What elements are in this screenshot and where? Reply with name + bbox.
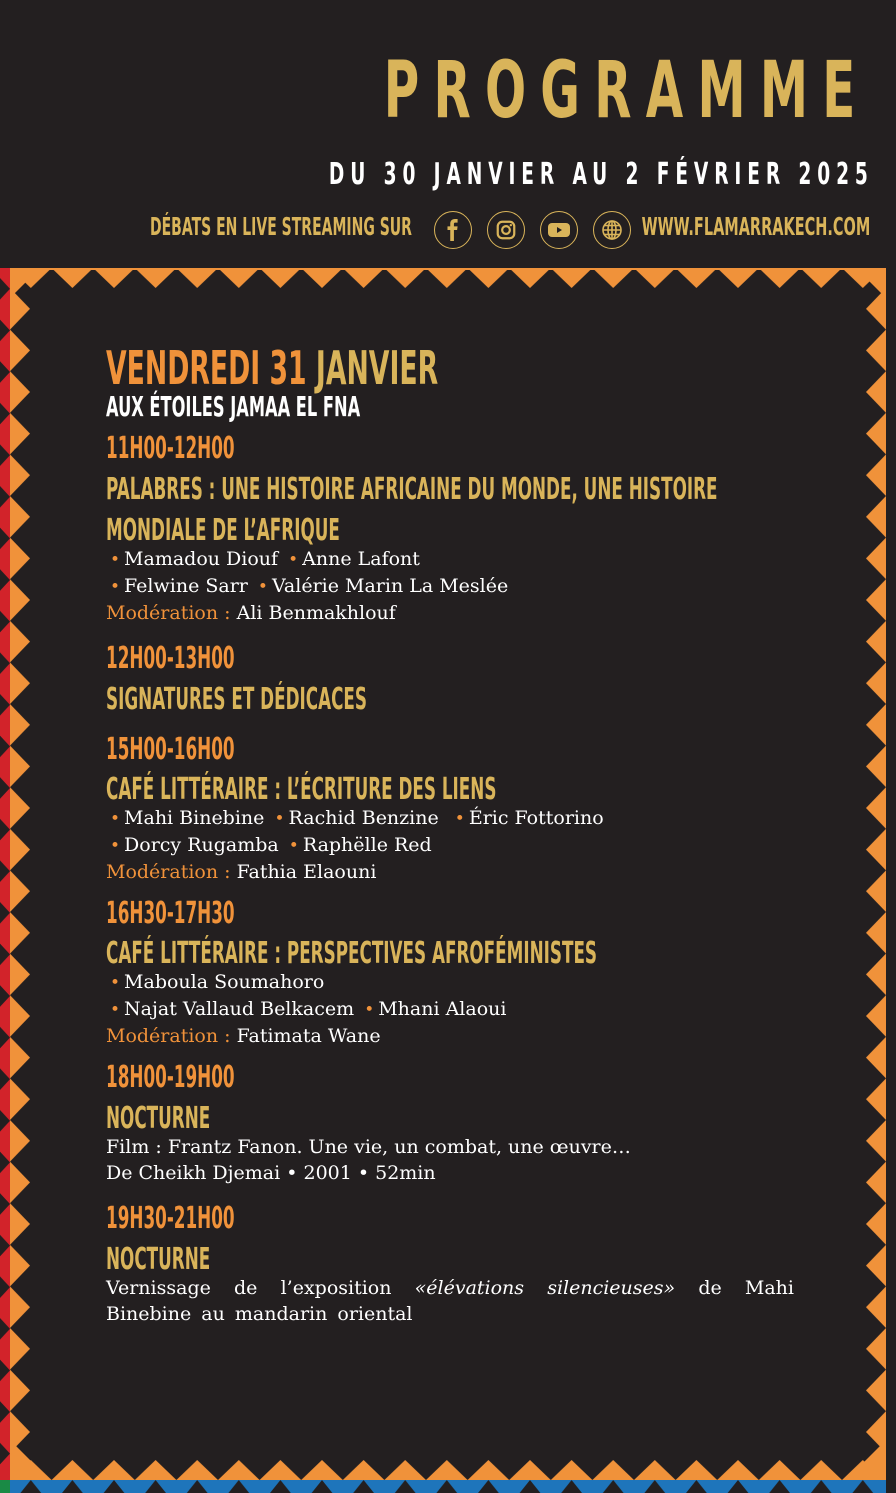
description-text: Vernissage de l’exposition (106, 1277, 415, 1299)
participants-row: • Maboula Soumahoro (110, 971, 325, 993)
participant: Mahi Binebine (124, 807, 265, 829)
festival-dates: DU 30 JANVIER AU 2 FÉVRIER 2025 (329, 157, 874, 192)
participants-row: • Mahi Binebine • Rachid Benzine • Éric Fottorino (110, 807, 604, 829)
event-credits: De Cheikh Djemai • 2001 • 52min (106, 1162, 436, 1184)
day-heading-date: VENDREDI 31 (106, 341, 307, 395)
moderation-label: Modération : (106, 1025, 231, 1047)
day-heading-month: JANVIER (315, 341, 439, 395)
page-title: PROGRAMME (384, 46, 870, 136)
event-block (106, 432, 806, 626)
participants-row: • Mamadou Diouf • Anne Lafont (110, 548, 420, 570)
moderation-label: Modération : (106, 861, 231, 883)
event-title: CAFÉ LITTÉRAIRE : PERSPECTIVES AFROFÉMINISTES (106, 936, 598, 971)
participant: Valérie Marin La Meslée (271, 575, 509, 597)
event-block (106, 733, 806, 885)
event-title: NOCTURNE (106, 1242, 211, 1277)
description-text: de Mahi Binebine au mandarin oriental (106, 1277, 794, 1325)
event-block (106, 1061, 806, 1186)
participant: Maboula Soumahoro (124, 971, 325, 993)
youtube-icon[interactable] (540, 211, 578, 249)
participant: Mhani Alaoui (378, 998, 507, 1020)
event-description (106, 1275, 794, 1327)
event-title: PALABRES : UNE HISTOIRE AFRICAINE DU MONDE, UNE HISTOIRE (106, 472, 718, 507)
moderator: Ali Benmakhlouf (236, 602, 396, 624)
event-title: SIGNATURES ET DÉDICACES (106, 682, 368, 717)
moderation-row (106, 600, 806, 626)
event-block (106, 1202, 806, 1327)
event-time: 16H30-17H30 (106, 896, 235, 931)
event-title-line2: MONDIALE DE L’AFRIQUE (106, 513, 340, 548)
participant: Raphëlle Red (302, 834, 432, 856)
streaming-label: DÉBATS EN LIVE STREAMING SUR (150, 212, 412, 241)
venue-heading: AUX ÉTOILES JAMAA EL FNA (106, 390, 361, 423)
facebook-icon[interactable] (434, 211, 472, 249)
moderator: Fathia Elaouni (236, 861, 377, 883)
event-title: NOCTURNE (106, 1101, 211, 1136)
participant: Dorcy Rugamba (124, 834, 279, 856)
participants-row: • Dorcy Rugamba • Raphëlle Red (110, 834, 432, 856)
event-block (106, 897, 806, 1049)
event-time: 12H00-13H00 (106, 641, 235, 676)
moderator: Fatimata Wane (236, 1025, 381, 1047)
event-time: 11H00-12H00 (106, 431, 235, 466)
event-time: 19H30-21H00 (106, 1201, 235, 1236)
participant: Felwine Sarr (124, 575, 248, 597)
event-time: 18H00-19H00 (106, 1060, 235, 1095)
moderation-row (106, 1023, 806, 1049)
program-content (106, 340, 806, 1327)
participant: Anne Lafont (302, 548, 420, 570)
participants-row: • Felwine Sarr • Valérie Marin La Meslée (110, 575, 509, 597)
instagram-icon[interactable] (487, 211, 525, 249)
event-time: 15H00-16H00 (106, 732, 235, 767)
moderation-row (106, 859, 806, 885)
website-link[interactable]: WWW.FLAMARRAKECH.COM (641, 212, 870, 241)
event-description: Film : Frantz Fanon. Une vie, un combat, une œuvre… (106, 1136, 631, 1158)
day-heading (106, 340, 512, 395)
participant: Mamadou Diouf (124, 548, 279, 570)
participant: Najat Vallaud Belkacem (124, 998, 355, 1020)
exhibition-title: «élévations silencieuses» (414, 1277, 676, 1299)
participants-row: • Najat Vallaud Belkacem • Mhani Alaoui (110, 998, 507, 1020)
participant: Rachid Benzine (288, 807, 439, 829)
participant: Éric Fottorino (468, 807, 604, 829)
moderation-label: Modération : (106, 602, 231, 624)
event-block (106, 642, 806, 717)
globe-icon[interactable] (593, 211, 631, 249)
event-title: CAFÉ LITTÉRAIRE : L’ÉCRITURE DES LIENS (106, 772, 497, 807)
